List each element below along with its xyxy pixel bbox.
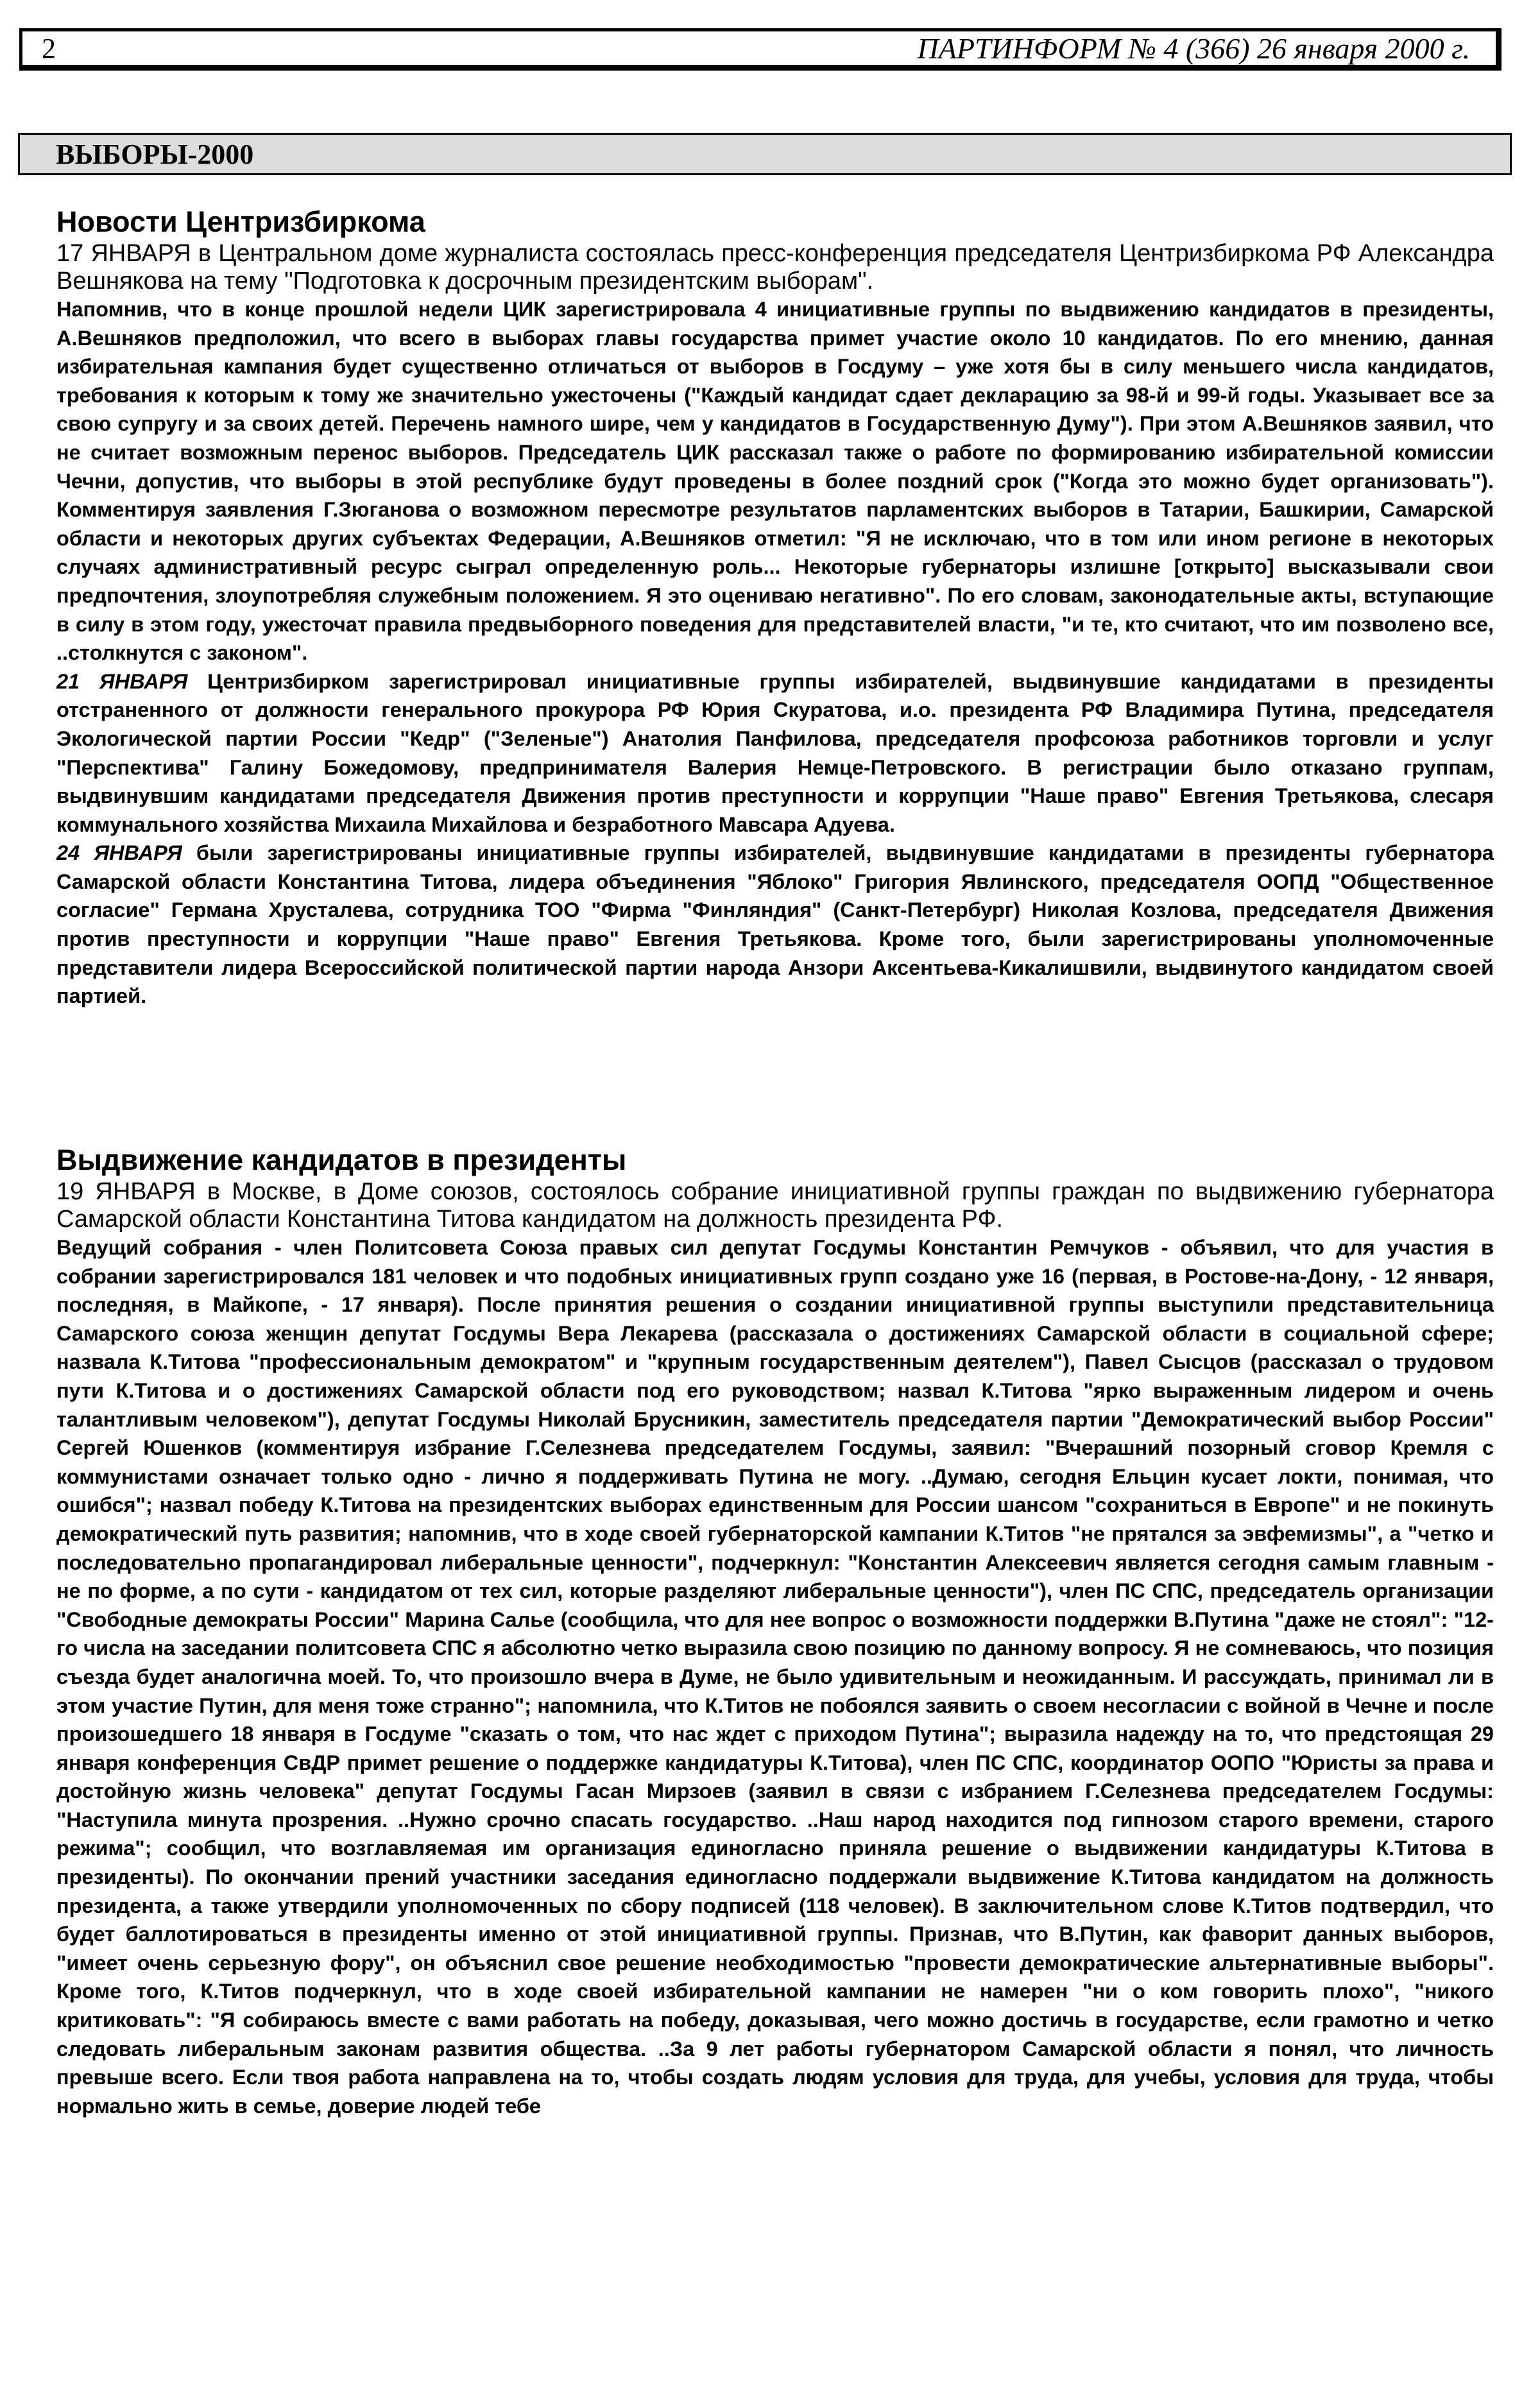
rubric-title: ВЫБОРЫ-2000 [56,138,254,170]
paragraph-date: 21 ЯНВАРЯ [56,669,188,693]
page-header [19,28,1502,71]
rubric-bar [18,133,1512,175]
paragraph-text: были зарегистрированы инициативные группы избирателей, выдвинувшие кандидатами в президенты губернатора Самарской области Константина Титова, лидера объединения "Яблоко" Григория Явлинского, председателя ООПД "Общественное согласие" Германа Хрусталева, сотрудника ТОО "Фирма "Финляндия" (Санкт-Петербург) Николая Козлова, председателя Движения против преступности и коррупции "Наше право" Евгения Третьякова. Кроме того, были зарегистрированы уполномоченные представители лидера Всероссийской политической партии народа Анзори Аксентьева-Кикалишвили, выдвинутого кандидатом своей партией. [56,841,1494,1008]
masthead: ПАРТИНФОРМ № 4 (366) 26 января 2000 г. [917,31,1470,65]
article-lead: 19 ЯНВАРЯ в Москве, в Доме союзов, состоялось собрание инициативной группы граждан по выдвижению губернатора Самарской области Константина Титова кандидатом на должность президента РФ. [56,1178,1494,1233]
article-nomination [56,1142,1494,2120]
article-paragraph [56,667,1494,839]
article-paragraph: Ведущий собрания - член Политсовета Союза правых сил депутат Госдумы Константин Ремчуков - объявил, что для участия в собрании зарегистрировался 181 человек и что подобных инициативных групп создано уже 16 (первая, в Ростове-на-Дону, - 12 января, последняя, в Майкопе, - 17 января). После принятия решения о создании инициативной группы выступили представительница Самарского союза женщин депутат Госдумы Вера Лекарева (рассказала о достижениях Самарской области в социальной сфере; назвала К.Титова "профессиональным демократом" и "крупным государственным деятелем"), Павел Сысцов (рассказал о трудовом пути К.Титова и о достижениях Самарской области под его руководством; назвал К.Титова "ярко выраженным лидером и очень талантливым человеком"), депутат Госдумы Николай Брусникин, заместитель председателя партии "Демократический выбор России" Сергей Юшенков (комментируя избрание Г.Селезнева председателем Госдумы, заявил: "Вчерашний позорный сговор Кремля с коммунистами означает только одно - лично я поддерживать Путина не могу. ..Думаю, сегодня Ельцин кусает локти, понимая, что ошибся"; назвал победу К.Титова на президентских выборах единственным для России шансом "сохраниться в Европе" и не покинуть демократический путь развития; напомнив, что в ходе своей губернаторской кампании К.Титов "не прятался за эвфемизмы", а "четко и последовательно пропагандировал либеральные ценности", подчеркнул: "Константин Алексеевич является сегодня самым главным - не по форме, а по сути - кандидатом от тех сил, которые разделяют либеральные ценности"), член ПС СПС, председатель организации "Свободные демократы России" Марина Салье (сообщила, что для нее вопрос о возможности поддержки В.Путина "даже не стоял": "12-го числа на заседании политсовета СПС я абсолютно четко выразила свою позицию по данному вопросу. Я не сомневаюсь, что позиция съезда будет аналогична моей. То, что произошло вчера в Думе, не было удивительным и неожиданным. И рассуждать, принимал ли в этом участие Путин, для меня тоже странно"; напомнила, что К.Титов не побоялся заявить о своем несогласии с войной в Чечне и после произошедшего 18 января в Госдуме "сказать о том, что нас ждет с приходом Путина"; выразила надежду на то, что предстоящая 29 января конференция СвДР примет решение о поддержке кандидатуры К.Титова), член ПС СПС, координатор ООПО "Юристы за права и достойную жизнь человека" депутат Госдумы Гасан Мирзоев (заявил в связи с избранием Г.Селезнева председателем Госдумы: "Наступила минута прозрения. ..Нужно срочно спасать государство. ..Наш народ находится под гипнозом старого времени, старого режима"; сообщил, что возглавляемая им организация единогласно приняла решение о выдвижении кандидатуры К.Титова в президенты). По окончании прений участники заседания единогласно поддержали выдвижение К.Титова кандидатом на должность президента, а также утвердили уполномоченных по сбору подписей (118 человек). В заключительном слове К.Титов подтвердил, что будет баллотироваться в президенты именно от этой инициативной группы. Признав, что В.Путин, как фаворит данных выборов, "имеет очень серьезную фору", он объяснил свое решение необходимостью "провести демократические альтернативные выборы". Кроме того, К.Титов подчеркнул, что в ходе своей избирательной кампании не намерен "ни о ком говорить плохо", "никого критиковать": "Я собираюсь вместе с вами работать на победу, доказывая, чего можно достичь в государстве, если грамотно и четко следовать либеральным законам развития общества. ..За 9 лет работы губернатором Самарской области я понял, что личность превыше всего. Если твоя работа направлена на то, чтобы создать людям условия для труда, для учебы, условия для труда, чтобы нормально жить в семье, доверие людей тебе [56,1236,1494,2118]
article-title: Выдвижение кандидатов в президенты [56,1144,627,1176]
article-title: Новости Центризбиркома [56,205,425,238]
article-paragraph: Напомнив, что в конце прошлой недели ЦИК зарегистрировала 4 инициативные группы по выдвижению кандидатов в президенты, А.Вешняков предположил, что всего в выборах главы государства примет участие около 10 кандидатов. По его мнению, данная избирательная кампания будет существенно отличаться от выборов в Госдуму – уже хотя бы в силу меньшего числа кандидатов, требования к которым к тому же значительно ужесточены ("Каждый кандидат сдает декларацию за 98-й и 99-й годы. Указывает все за свою супругу и за своих детей. Перечень намного шире, чем у кандидатов в Государственную Думу"). При этом А.Вешняков заявил, что не считает возможным перенос выборов. Председатель ЦИК рассказал также о работе по формированию избирательной комиссии Чечни, допустив, что выборы в этой республике будут проведены в более поздний срок ("Когда это можно будет организовать"). Комментируя заявления Г.Зюганова о возможном пересмотре результатов парламентских выборов в Татарии, Башкирии, Самарской области и некоторых других субъектах Федерации, А.Вешняков отметил: "Я не исключаю, что в том или ином регионе в некоторых случаях административный ресурс сыграл определенную роль... Некоторые губернаторы излишне [открыто] высказывали свои предпочтения, злоупотребляя служебным положением. Я это оцениваю негативно". По его словам, законодательные акты, вступающие в силу в этом году, ужесточат правила предвыборного поведения для представителей власти, "и те, кто считают, что им позволено все, ..столкнутся с законом". [56,298,1494,665]
article-lead: 17 ЯНВАРЯ в Центральном доме журналиста состоялась пресс-конференция председателя Центризбиркома РФ Александра Вешнякова на тему "Подготовка к досрочным президентским выборам". [56,240,1494,295]
article-cik-news [56,204,1494,1011]
page-number: 2 [42,32,56,64]
paragraph-date: 24 ЯНВАРЯ [56,841,182,865]
paragraph-text: Центризбирком зарегистрировал инициативные группы избирателей, выдвинувшие кандидатами в президенты отстраненного от должности генерального прокурора РФ Юрия Скуратова, и.о. президента РФ Владимира Путина, председателя Экологической партии России "Кедр" ("Зеленые") Анатолия Панфилова, председателя профсоюза работников торговли и услуг "Перспектива" Галину Божедомову, предпринимателя Валерия Немце-Петровского. В регистрации было отказано группам, выдвинувшим кандидатами председателя Движения против преступности и коррупции "Наше право" Евгения Третьякова, слесаря коммунального хозяйства Михаила Михайлова и безработного Мавсара Адуева. [56,669,1494,836]
article-paragraph [56,839,1494,1011]
